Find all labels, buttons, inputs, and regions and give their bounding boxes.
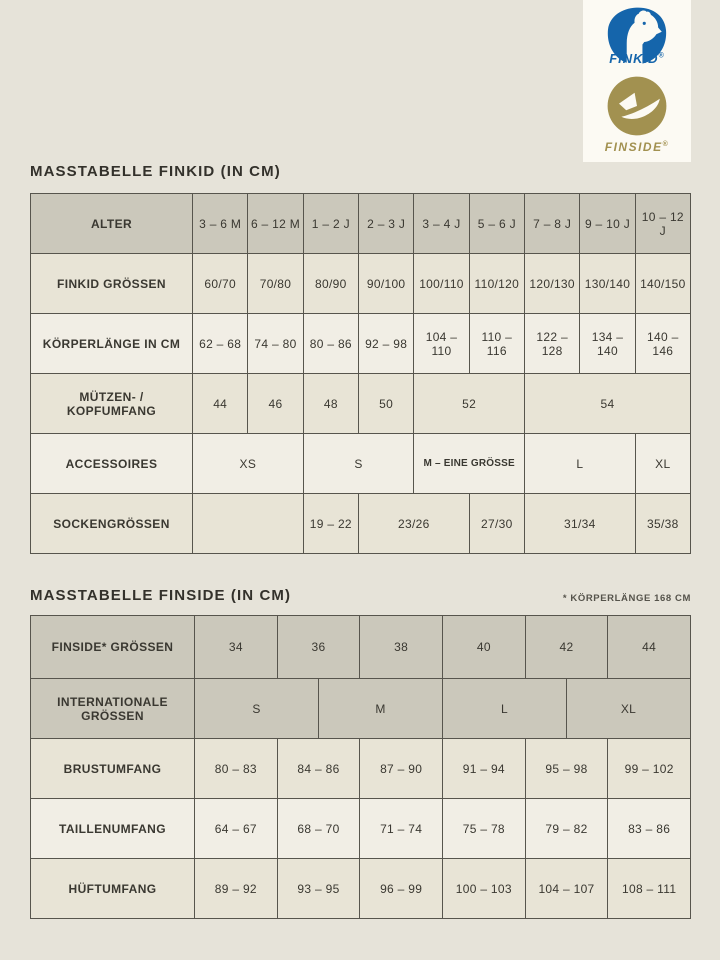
value-cell: M <box>319 679 442 738</box>
value-cell: 50 <box>359 374 413 433</box>
value-cell: 140 – 146 <box>636 314 690 373</box>
value-cell: 10 – 12 J <box>636 194 690 253</box>
row-label-brustumfang: BRUSTUMFANG <box>31 739 194 798</box>
value-cell: 92 – 98 <box>359 314 413 373</box>
value-cell: 120/130 <box>525 254 579 313</box>
value-cell: 34 <box>195 616 277 678</box>
value-cell: 36 <box>278 616 360 678</box>
value-cell: 52 <box>414 374 524 433</box>
finside-size-table <box>30 615 691 919</box>
value-cell: 89 – 92 <box>195 859 277 918</box>
value-cell: 100 – 103 <box>443 859 525 918</box>
value-cell: 93 – 95 <box>278 859 360 918</box>
value-cell: XL <box>636 434 690 493</box>
value-cell: L <box>525 434 635 493</box>
value-cell: 68 – 70 <box>278 799 360 858</box>
value-cell: 9 – 10 J <box>580 194 634 253</box>
finkid-wordmark: FINKID® <box>609 51 665 66</box>
value-cell: 35/38 <box>636 494 690 553</box>
body-height-note: * KÖRPERLÄNGE 168 CM <box>562 593 691 604</box>
value-cell: 42 <box>526 616 608 678</box>
value-cell: 38 <box>360 616 442 678</box>
finside-table-title: MASSTABELLE FINSIDE (IN CM) <box>30 587 292 604</box>
value-cell: 19 – 22 <box>304 494 358 553</box>
value-cell: 99 – 102 <box>608 739 690 798</box>
finside-wordmark: FINSIDE® <box>604 140 670 154</box>
value-cell: 46 <box>248 374 302 433</box>
value-cell: 54 <box>525 374 690 433</box>
value-cell: 2 – 3 J <box>359 194 413 253</box>
value-cell: 79 – 82 <box>526 799 608 858</box>
value-cell: 90/100 <box>359 254 413 313</box>
value-cell: 70/80 <box>248 254 302 313</box>
value-cell: 40 <box>443 616 525 678</box>
value-cell: 75 – 78 <box>443 799 525 858</box>
value-cell: 71 – 74 <box>360 799 442 858</box>
value-cell: 96 – 99 <box>360 859 442 918</box>
row-label-finside-grössen: FINSIDE* GRÖSSEN <box>31 616 194 678</box>
value-cell: M – EINE GRÖSSE <box>414 434 524 493</box>
value-cell: 91 – 94 <box>443 739 525 798</box>
value-cell: 3 – 6 M <box>193 194 247 253</box>
value-cell: 62 – 68 <box>193 314 247 373</box>
row-label-internationale-grössen: INTERNATIONALE GRÖSSEN <box>31 679 194 738</box>
value-cell: 31/34 <box>525 494 635 553</box>
value-cell: 80 – 86 <box>304 314 358 373</box>
value-cell: 122 – 128 <box>525 314 579 373</box>
value-cell: 80 – 83 <box>195 739 277 798</box>
value-cell: 74 – 80 <box>248 314 302 373</box>
value-cell: 64 – 67 <box>195 799 277 858</box>
value-cell: 110 – 116 <box>470 314 524 373</box>
finkid-table-title: MASSTABELLE FINKID (IN CM) <box>30 163 281 180</box>
value-cell: 84 – 86 <box>278 739 360 798</box>
row-label-alter: ALTER <box>31 194 192 253</box>
value-cell: XS <box>193 434 303 493</box>
row-label-sockengrössen: SOCKENGRÖSSEN <box>31 494 192 553</box>
value-cell: S <box>195 679 318 738</box>
row-label-accessoires: ACCESSOIRES <box>31 434 192 493</box>
value-cell: 60/70 <box>193 254 247 313</box>
value-cell: 87 – 90 <box>360 739 442 798</box>
value-cell: 130/140 <box>580 254 634 313</box>
value-cell: XL <box>567 679 690 738</box>
value-cell: 6 – 12 M <box>248 194 302 253</box>
value-cell: 44 <box>608 616 690 678</box>
row-label-taillenumfang: TAILLENUMFANG <box>31 799 194 858</box>
value-cell: 108 – 111 <box>608 859 690 918</box>
value-cell: 80/90 <box>304 254 358 313</box>
registered-mark: ® <box>658 52 665 60</box>
value-cell: 110/120 <box>470 254 524 313</box>
value-cell: 7 – 8 J <box>525 194 579 253</box>
value-cell: 48 <box>304 374 358 433</box>
finkid-size-table <box>30 193 691 554</box>
value-cell: 27/30 <box>470 494 524 553</box>
value-cell: 104 – 110 <box>414 314 468 373</box>
registered-mark: ® <box>662 141 670 148</box>
finside-heading-row <box>30 587 691 604</box>
value-cell: 100/110 <box>414 254 468 313</box>
content-column <box>30 0 691 919</box>
value-cell: 104 – 107 <box>526 859 608 918</box>
value-cell: 134 – 140 <box>580 314 634 373</box>
value-cell: S <box>304 434 414 493</box>
value-cell: 1 – 2 J <box>304 194 358 253</box>
value-cell: L <box>443 679 566 738</box>
row-label-mützen-kopfumfang: MÜTZEN- / KOPFUMFANG <box>31 374 192 433</box>
value-cell: 44 <box>193 374 247 433</box>
value-cell: 5 – 6 J <box>470 194 524 253</box>
row-label-hüftumfang: HÜFTUMFANG <box>31 859 194 918</box>
diagonal-empty-cell <box>193 494 303 553</box>
value-cell: 23/26 <box>359 494 469 553</box>
row-label-finkid-grössen: FINKID GRÖSSEN <box>31 254 192 313</box>
value-cell: 140/150 <box>636 254 690 313</box>
value-cell: 95 – 98 <box>526 739 608 798</box>
row-label-körperlänge-in-cm: KÖRPERLÄNGE IN CM <box>31 314 192 373</box>
value-cell: 3 – 4 J <box>414 194 468 253</box>
value-cell: 83 – 86 <box>608 799 690 858</box>
